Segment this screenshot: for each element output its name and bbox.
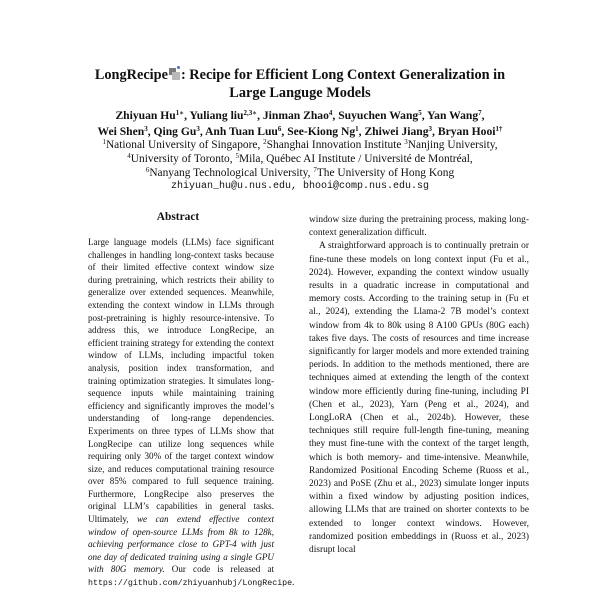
author-name: Suyuchen Wang: [338, 109, 419, 122]
paper-title: [60, 66, 540, 102]
title-line-1: [60, 66, 540, 84]
title-name: LongRecipe: [94, 67, 168, 83]
affiliations: [60, 138, 540, 180]
author-affiliation-mark: 7: [478, 109, 482, 117]
abstract-code-prefix: Our code is released at: [164, 564, 275, 575]
author-affiliation-mark: 3: [196, 124, 200, 133]
author-name: Yuliang liu: [189, 109, 244, 122]
code-repository-link[interactable]: https://github.com/zhiyuanhubj/LongRecipe: [88, 579, 293, 589]
author-affiliation-mark: 1†: [495, 124, 503, 133]
author-affiliation-mark: 1∗: [175, 109, 185, 117]
author-affiliation-mark: 2,3∗: [243, 109, 258, 117]
author-affiliation-mark: 1: [355, 124, 359, 133]
abstract-body: Large language models (LLMs) face significant challenges in handling long-context tasks because of their limited effective context window size during pretraining, which restricts their ability to generalize over extended sequences. Meanwhile, extending the context window in LLMs through post-pretraining is highly resource-intensive. To address this, we introduce LongRecipe, an efficient training strategy for extending the context window of LLMs, including impactful token analysis, position index transformation, and training optimization strategies. It simulates long-sequence inputs while maintaining training efficiency and significantly improves the model’s understanding of long-range dependencies. Experiments on three types of LLMs show that LongRecipe can utilize long sequences while requiring only 30% of the target context window size, and reduces computational training resource over 85% compared to full sequence training. Furthermore, LongRecipe also preserves the original LLM’s capabilities in general tasks. Ultimately, we can extend effective context window of open-source LLMs from 8k to 128k, achieving performance close to GPT-4 with just one day of dedicated training using a single GPU with 80G memory. Our code is released at https://github.com/zhiyuanhubj/LongRecipe.: [88, 237, 295, 589]
abstract-heading: Abstract: [156, 211, 200, 223]
author-emails[interactable]: zhiyuan_hu@u.nus.edu, bhooi@comp.nus.edu.sg: [170, 181, 430, 192]
author-affiliation-mark: 6: [277, 124, 282, 133]
author-name: Zhiwei Jiang: [364, 124, 429, 138]
longrecipe-logo-icon: [169, 68, 180, 80]
author-name: Anh Tuan Luu: [205, 124, 278, 138]
title-rest: : Recipe for Efficient Long Context Generalization in: [180, 67, 506, 83]
author-affiliation-mark: 5: [418, 109, 422, 117]
title-line-2: Large Languge Models: [229, 85, 371, 101]
intro-paragraph-2: A straightforward approach is to continually pretrain or fine-tune these models on long context input (Fu et al., 2024). However, expanding the context window usually results in a quadratic increase in computational and memory costs. According to the training setup in (Fu et al., 2024), extending the Llama-2 7B model’s context window from 4k to 80k using 8 A100 GPUs (80G each) takes five days. The costs of resources and time increase significantly for larger models and more extended training periods. In addition to the methods mentioned, there are techniques aimed at extending the length of the context window more efficiently during fine-tuning, including PI (Chen et al., 2023), Yarn (Peng et al., 2024), and LongLoRA (Chen et al., 2024b). However, these techniques still require full-length fine-tuning, meaning they must fine-tune with the context of the target length, which is both memory- and time-intensive. Meanwhile, Randomized Positional Encoding Scheme (Ruoss et al., 2023) and PoSE (Zhu et al., 2023) simulate longer inputs within a fixed window by adjusting position indices, allowing LLMs that are trained on shorter contexts to be extended to longer context windows. However, randomized position embeddings in (Ruoss et al., 2023) disrupt local: [309, 241, 529, 556]
author-list: Zhiyuan $Hu^{1∗}$, Yuliang liu$^{2,3∗}$, Jinman Zhao$^4$, Suyuchen Wang$^5$, Yan Wang$^7$, Wei Shen$^3$, Qing Gu$^3$, Anh Tuan Luu$^6$, See-Kiong Ng$^1$, Zhiwei Jiang$^3$, Bryan Hooi$^{1\dagger}$: [97, 109, 503, 138]
affiliation-line-1: $^1$National University of Singapore, $^2$Shanghai Innovation Institute $^3$Nanjing University,: [102, 138, 498, 151]
abstract-italic-claim: we can extend effective context window of open-source LLMs from 8k to 128k, achieving performance close to GPT-4 with just one day of dedicated training using a single GPU with 80G memory.: [88, 514, 274, 575]
author-name: See-Kiong Ng: [287, 124, 356, 138]
author-name: Zhiyuan Hu: [115, 109, 176, 122]
abstract-text: Large language models (LLMs) face significant challenges in handling long-context tasks because of their limited effective context window size during pretraining, which restricts their ability to generalize over extended sequences. Meanwhile, extending the context window in LLMs through post-pretraining is highly resource-intensive. To address this, we introduce LongRecipe, an efficient training strategy for extending the context window of LLMs, including impactful token analysis, position index transformation, and training optimization strategies. It simulates long-sequence inputs while maintaining training efficiency and significantly improves the model’s understanding of long-range dependencies. Experiments on three types of LLMs show that LongRecipe can utilize long sequences while requiring only 30% of the target context window size, and reduces computational training resource over 85% compared to full sequence training. Furthermore, LongRecipe also preserves the original LLM’s capabilities in general tasks. Ultimately,: [88, 237, 274, 525]
introduction-column: [309, 214, 529, 557]
author-name: Wei Shen: [97, 124, 145, 138]
affiliation-line-3: $^6$Nanyang Technological University, $^7$The University of Hong Kong: [145, 166, 455, 179]
author-name: Yan Wang: [427, 109, 479, 122]
author-affiliation-mark: 3: [428, 124, 433, 133]
author-affiliation-mark: 4: [328, 109, 333, 117]
author-name: Jinman Zhao: [262, 109, 329, 122]
intro-paragraph-1: window size during the pretraining process, making long-context generalization difficult.: [309, 215, 529, 239]
author-name: Qing Gu: [153, 124, 197, 138]
author-name: Bryan Hooi: [437, 124, 496, 138]
affiliation-line-2: $^4$University of Toronto, $^5$Mila, Québec AI Institute / Université de Montréal,: [127, 152, 473, 165]
author-affiliation-mark: 3: [144, 124, 148, 133]
